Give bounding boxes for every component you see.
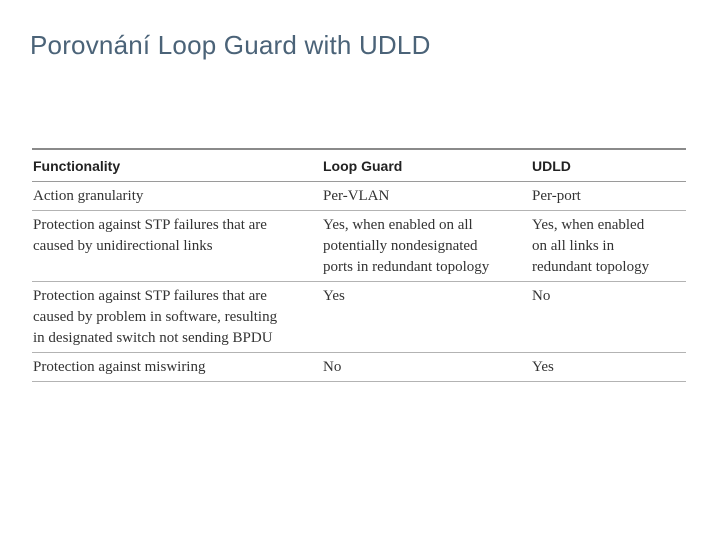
slide-title: Porovnání Loop Guard with UDLD: [30, 30, 431, 60]
udld-cell: Per-port: [531, 182, 686, 211]
loop-guard-cell: Yes: [322, 282, 531, 353]
table-row: [32, 282, 686, 353]
udld-cell: Yes, when enabled on all links in redundant topology: [531, 211, 686, 282]
table-row: [32, 211, 686, 282]
functionality-cell: Protection against STP failures that are caused by unidirectional links: [32, 211, 322, 282]
udld-cell: Yes: [531, 353, 686, 382]
udld-cell: No: [531, 282, 686, 353]
functionality-cell: Protection against miswiring: [32, 353, 322, 382]
table-row: [32, 182, 686, 211]
header-loop-guard: Loop Guard: [322, 149, 531, 182]
comparison-table: [32, 148, 686, 382]
table-row: [32, 353, 686, 382]
header-functionality: Functionality: [32, 149, 322, 182]
comparison-table-container: [32, 148, 686, 382]
table-header-row: [32, 149, 686, 182]
loop-guard-cell: Per-VLAN: [322, 182, 531, 211]
functionality-cell: Protection against STP failures that are caused by problem in software, resulting in designated switch not sending BPDU: [32, 282, 322, 353]
header-udld: UDLD: [531, 149, 686, 182]
functionality-cell: Action granularity: [32, 182, 322, 211]
loop-guard-cell: No: [322, 353, 531, 382]
loop-guard-cell: Yes, when enabled on all potentially nondesignated ports in redundant topology: [322, 211, 531, 282]
